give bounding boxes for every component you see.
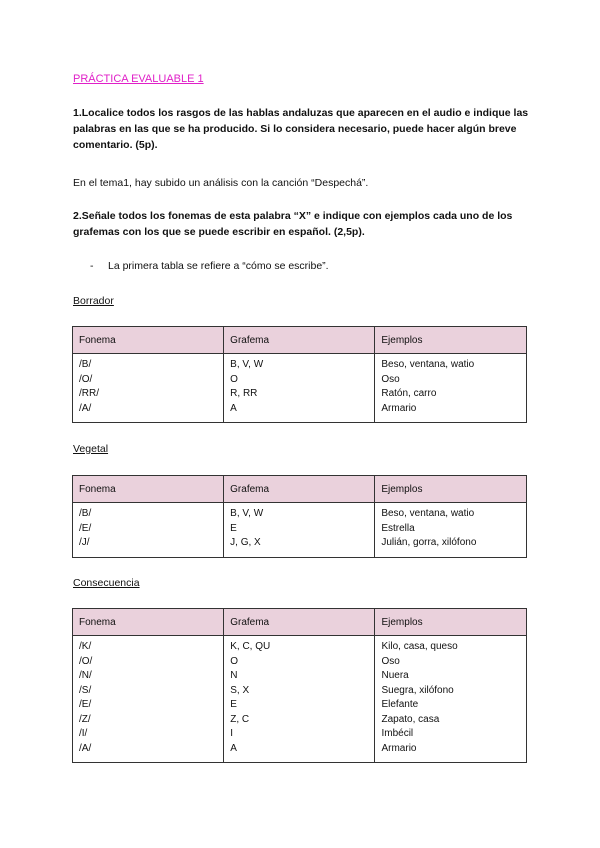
question-2: 2.Señale todos los fonemas de esta palabra “X” e indique con ejemplos cada uno de los grafemas con los que se puede escribir en español. (2,5p). (73, 210, 513, 238)
cell-text: /K/ (79, 641, 92, 652)
bullet-dash: - (90, 260, 94, 272)
cell-text: K, C, QU (230, 641, 271, 652)
header-grafema: Grafema (224, 327, 375, 354)
cell-text: A (230, 742, 237, 754)
cell-text: Elefante (381, 699, 419, 710)
cell-text: B, V, W (230, 508, 264, 519)
cell-text: Oso (381, 655, 400, 667)
cell-text: Zapato, casa (381, 713, 440, 725)
fonema-cell (73, 354, 224, 423)
cell-text: O (230, 373, 238, 385)
table-row (73, 503, 527, 558)
cell-text: R, RR (230, 388, 258, 399)
header-ejemplos: Ejemplos (375, 476, 527, 503)
grafema-cell (224, 503, 375, 558)
cell-text: /A/ (79, 742, 92, 754)
cell-text: /E/ (79, 522, 92, 534)
cell-text: Armario (381, 742, 417, 754)
ejemplos-cell (375, 503, 527, 558)
header-fonema: Fonema (73, 609, 224, 636)
header-fonema: Fonema (73, 327, 224, 354)
table-consecuencia (72, 608, 527, 763)
cell-text: E (230, 522, 237, 534)
cell-text: Kilo, casa, queso (381, 641, 458, 652)
ejemplos-cell (375, 636, 527, 763)
table-row (73, 636, 527, 763)
cell-text: /E/ (79, 699, 92, 710)
cell-text: O (230, 655, 238, 667)
cell-text: /S/ (79, 684, 92, 696)
cell-text: /O/ (79, 373, 93, 385)
cell-text: Oso (381, 373, 400, 385)
cell-text: /RR/ (79, 388, 99, 399)
cell-text: B, V, W (230, 359, 264, 370)
cell-text: /B/ (79, 359, 92, 370)
section-label-consecuencia: Consecuencia (73, 577, 140, 589)
cell-text: Ratón, carro (381, 388, 437, 399)
cell-text: /O/ (79, 655, 93, 667)
cell-text: Z, C (230, 713, 250, 725)
cell-text: I (230, 728, 233, 739)
section-label-borrador: Borrador (73, 295, 114, 307)
cell-text: /N/ (79, 670, 92, 681)
cell-text: Suegra, xilófono (381, 684, 454, 696)
cell-text: /Z/ (79, 713, 91, 725)
fonema-cell (73, 503, 224, 558)
cell-text: /A/ (79, 402, 92, 414)
table-vegetal (72, 475, 527, 558)
cell-text: /J/ (79, 537, 90, 548)
cell-text: E (230, 699, 237, 710)
section-label-vegetal: Vegetal (73, 443, 109, 455)
cell-text: Armario (381, 402, 417, 414)
cell-text: A (230, 402, 237, 414)
question-1: 1.Localice todos los rasgos de las hablas andaluzas que aparecen en el audio e indique las palabras en las que se ha producido. Si lo considera necesario, puede hacer algún breve comentario. (5p). (73, 107, 529, 151)
cell-text: Estrella (381, 522, 415, 534)
header-ejemplos: Ejemplos (375, 609, 527, 636)
bullet-text: La primera tabla se refiere a “cómo se escribe”. (108, 260, 329, 272)
cell-text: /I/ (79, 728, 88, 739)
header-ejemplos: Ejemplos (375, 327, 527, 354)
table-row (73, 354, 527, 423)
grafema-cell (224, 354, 375, 423)
note-text: En el tema1, hay subido un análisis con la canción “Despechá”. (73, 177, 369, 189)
header-fonema: Fonema (73, 476, 224, 503)
cell-text: Beso, ventana, watio (381, 359, 475, 370)
bullet-item (90, 260, 329, 272)
cell-text: Nuera (381, 670, 409, 681)
cell-text: /B/ (79, 508, 92, 519)
cell-text: S, X (230, 684, 250, 696)
table-borrador (72, 326, 527, 423)
cell-text: Imbécil (381, 728, 414, 739)
grafema-cell (224, 636, 375, 763)
fonema-cell (73, 636, 224, 763)
ejemplos-cell (375, 354, 527, 423)
cell-text: Beso, ventana, watio (381, 508, 475, 519)
cell-text: N (230, 670, 238, 681)
cell-text: J, G, X (230, 537, 261, 548)
cell-text: Julián, gorra, xilófono (381, 537, 477, 548)
header-grafema: Grafema (224, 476, 375, 503)
document-title: PRÁCTICA EVALUABLE 1 (73, 73, 204, 85)
header-grafema: Grafema (224, 609, 375, 636)
